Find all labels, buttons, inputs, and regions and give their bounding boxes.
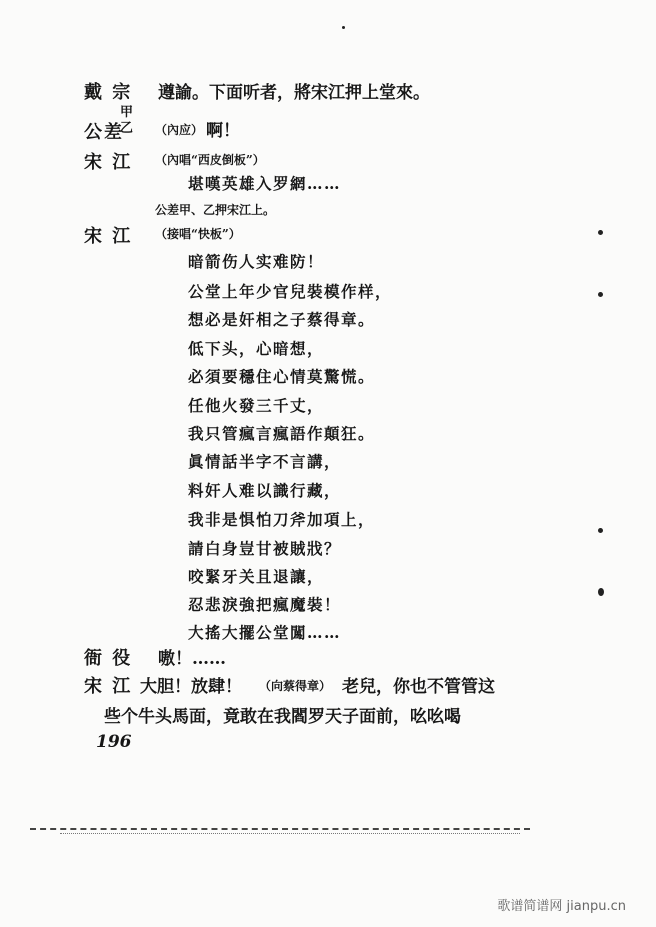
speaker-song-jiang: 宋 江 (84, 152, 133, 173)
site-watermark: 歌谱简谱网 jianpu.cn (497, 899, 626, 914)
verse-line: 暗箭伤人实难防！ (188, 252, 325, 271)
verse-line: 我非是惧怕刀斧加項上， (188, 510, 376, 529)
speaker-suffix-yi: 乙 (120, 121, 134, 136)
verse-line: 忍悲淚強把瘋魔裝！ (188, 595, 342, 614)
dialogue-line: 些个牛头馬面，竟敢在我閻罗天子面前，吆吆喝 (104, 707, 461, 727)
scan-rule (60, 833, 520, 834)
stage-direction: （內唱“西皮倒板”） (155, 153, 265, 167)
dialogue-line: 啊！ (206, 121, 240, 141)
dialogue-line: 遵諭。下面听者，將宋江押上堂來。 (158, 83, 430, 103)
dialogue-line: 大胆！放肆！ (140, 677, 242, 697)
speaker-song-jiang: 宋 江 (84, 676, 133, 697)
scan-speck (598, 230, 603, 235)
dialogue-line: 老兒，你也不管管这 (342, 677, 495, 697)
verse-line: 我只管瘋言瘋語作顛狂。 (188, 424, 376, 443)
scan-speck (598, 292, 603, 297)
page-number: 196 (96, 732, 132, 752)
stage-direction: （向蔡得章） (259, 679, 332, 693)
scan-speck (342, 26, 345, 29)
dialogue-line: 嗷！…… (158, 649, 226, 669)
scan-rule (30, 828, 530, 830)
verse-line: 任他火發三千丈， (188, 396, 325, 415)
verse-line: 料奸人难以識行藏， (188, 481, 342, 500)
verse-line: 公堂上年少官兒裝模作样， (188, 282, 393, 301)
stage-direction: （內应） (155, 123, 204, 137)
verse-line: 大搖大擺公堂闖…… (188, 623, 342, 642)
speaker-song-jiang: 宋 江 (84, 226, 133, 247)
verse-line: 想必是奸相之子蔡得章。 (188, 310, 376, 329)
speaker-suffix-jia: 甲 (120, 105, 134, 120)
verse-line: 眞情話半字不言講， (188, 452, 342, 471)
scan-speck (598, 528, 603, 533)
scan-speck (598, 588, 604, 596)
verse-line: 必須要穩住心情莫驚慌。 (188, 367, 376, 386)
verse-line: 堪嘆英雄入罗網…… (188, 174, 342, 193)
speaker-gongchai: 公差 (84, 122, 124, 143)
verse-line: 咬緊牙关且退讓， (188, 567, 325, 586)
stage-direction: （接唱“快板”） (155, 227, 241, 241)
verse-line: 請白身豈甘被賊戕？ (188, 539, 342, 558)
verse-line: 低下头，心暗想， (188, 339, 325, 358)
speaker-yayi: 衙 役 (84, 648, 133, 669)
speaker-dai-zong: 戴 宗 (84, 82, 133, 103)
stage-direction: 公差甲、乙押宋江上。 (155, 203, 276, 217)
